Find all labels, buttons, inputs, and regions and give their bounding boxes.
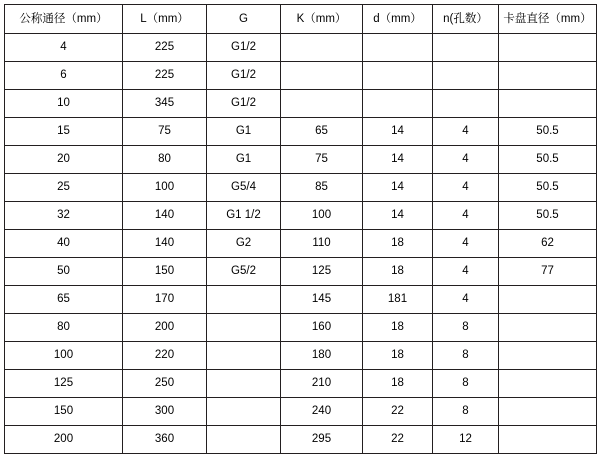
cell-k bbox=[281, 34, 363, 62]
cell-nominal-diameter: 10 bbox=[5, 90, 123, 118]
cell-nominal-diameter: 40 bbox=[5, 230, 123, 258]
cell-nominal-diameter: 200 bbox=[5, 426, 123, 454]
cell-length: 360 bbox=[123, 426, 207, 454]
cell-d: 18 bbox=[363, 230, 433, 258]
table-row bbox=[5, 118, 597, 146]
cell-hole-count: 4 bbox=[433, 174, 499, 202]
cell-chuck-diameter: 50.5 bbox=[499, 118, 597, 146]
cell-g bbox=[207, 314, 281, 342]
column-header-d: d（mm） bbox=[363, 5, 433, 34]
cell-hole-count: 4 bbox=[433, 258, 499, 286]
cell-g bbox=[207, 426, 281, 454]
column-header-k: K（mm） bbox=[281, 5, 363, 34]
cell-k: 110 bbox=[281, 230, 363, 258]
table-row bbox=[5, 314, 597, 342]
cell-nominal-diameter: 100 bbox=[5, 342, 123, 370]
cell-length: 250 bbox=[123, 370, 207, 398]
cell-chuck-diameter bbox=[499, 426, 597, 454]
table-row bbox=[5, 286, 597, 314]
cell-d: 18 bbox=[363, 370, 433, 398]
cell-hole-count bbox=[433, 90, 499, 118]
cell-nominal-diameter: 15 bbox=[5, 118, 123, 146]
cell-g: G2 bbox=[207, 230, 281, 258]
cell-d bbox=[363, 34, 433, 62]
cell-hole-count: 8 bbox=[433, 342, 499, 370]
column-header-nominal-diameter: 公称通径（mm） bbox=[5, 5, 123, 34]
cell-g: G5/4 bbox=[207, 174, 281, 202]
cell-k: 210 bbox=[281, 370, 363, 398]
cell-d: 22 bbox=[363, 398, 433, 426]
cell-length: 200 bbox=[123, 314, 207, 342]
specification-table bbox=[4, 4, 597, 454]
table-row bbox=[5, 174, 597, 202]
cell-g: G1/2 bbox=[207, 34, 281, 62]
cell-k: 85 bbox=[281, 174, 363, 202]
cell-k: 160 bbox=[281, 314, 363, 342]
cell-d: 18 bbox=[363, 314, 433, 342]
cell-d bbox=[363, 90, 433, 118]
cell-chuck-diameter bbox=[499, 342, 597, 370]
cell-k: 240 bbox=[281, 398, 363, 426]
cell-k: 65 bbox=[281, 118, 363, 146]
cell-hole-count: 4 bbox=[433, 230, 499, 258]
cell-g bbox=[207, 286, 281, 314]
cell-chuck-diameter: 77 bbox=[499, 258, 597, 286]
cell-hole-count: 4 bbox=[433, 202, 499, 230]
cell-nominal-diameter: 80 bbox=[5, 314, 123, 342]
cell-k: 145 bbox=[281, 286, 363, 314]
cell-k: 125 bbox=[281, 258, 363, 286]
table-row bbox=[5, 398, 597, 426]
cell-hole-count: 8 bbox=[433, 314, 499, 342]
cell-length: 225 bbox=[123, 34, 207, 62]
cell-length: 225 bbox=[123, 62, 207, 90]
cell-length: 300 bbox=[123, 398, 207, 426]
cell-chuck-diameter bbox=[499, 370, 597, 398]
cell-hole-count: 4 bbox=[433, 286, 499, 314]
cell-length: 220 bbox=[123, 342, 207, 370]
cell-g bbox=[207, 342, 281, 370]
cell-d: 14 bbox=[363, 146, 433, 174]
cell-k: 75 bbox=[281, 146, 363, 174]
cell-d: 181 bbox=[363, 286, 433, 314]
cell-k bbox=[281, 62, 363, 90]
cell-g: G1 bbox=[207, 146, 281, 174]
cell-length: 75 bbox=[123, 118, 207, 146]
cell-length: 80 bbox=[123, 146, 207, 174]
table-row bbox=[5, 426, 597, 454]
cell-nominal-diameter: 32 bbox=[5, 202, 123, 230]
cell-g: G1 bbox=[207, 118, 281, 146]
cell-g bbox=[207, 370, 281, 398]
cell-chuck-diameter: 50.5 bbox=[499, 202, 597, 230]
table-row bbox=[5, 90, 597, 118]
cell-k: 100 bbox=[281, 202, 363, 230]
cell-hole-count bbox=[433, 34, 499, 62]
cell-length: 140 bbox=[123, 202, 207, 230]
cell-chuck-diameter: 50.5 bbox=[499, 174, 597, 202]
column-header-g: G bbox=[207, 5, 281, 34]
cell-k: 295 bbox=[281, 426, 363, 454]
cell-hole-count bbox=[433, 62, 499, 90]
cell-d: 22 bbox=[363, 426, 433, 454]
cell-length: 170 bbox=[123, 286, 207, 314]
cell-chuck-diameter bbox=[499, 34, 597, 62]
cell-hole-count: 12 bbox=[433, 426, 499, 454]
cell-g bbox=[207, 398, 281, 426]
cell-g: G1 1/2 bbox=[207, 202, 281, 230]
cell-nominal-diameter: 125 bbox=[5, 370, 123, 398]
table-row bbox=[5, 62, 597, 90]
cell-chuck-diameter bbox=[499, 314, 597, 342]
cell-chuck-diameter: 62 bbox=[499, 230, 597, 258]
cell-hole-count: 4 bbox=[433, 146, 499, 174]
cell-d: 14 bbox=[363, 118, 433, 146]
cell-nominal-diameter: 6 bbox=[5, 62, 123, 90]
cell-length: 140 bbox=[123, 230, 207, 258]
cell-length: 150 bbox=[123, 258, 207, 286]
cell-d: 14 bbox=[363, 202, 433, 230]
cell-chuck-diameter bbox=[499, 90, 597, 118]
column-header-chuck-diameter: 卡盘直径（mm） bbox=[499, 5, 597, 34]
table-row bbox=[5, 146, 597, 174]
table-header-row bbox=[5, 5, 597, 34]
table-row bbox=[5, 342, 597, 370]
cell-nominal-diameter: 4 bbox=[5, 34, 123, 62]
column-header-hole-count: n(孔数） bbox=[433, 5, 499, 34]
table-row bbox=[5, 258, 597, 286]
cell-length: 100 bbox=[123, 174, 207, 202]
cell-length: 345 bbox=[123, 90, 207, 118]
cell-k: 180 bbox=[281, 342, 363, 370]
table-body bbox=[5, 34, 597, 454]
cell-g: G5/2 bbox=[207, 258, 281, 286]
cell-nominal-diameter: 20 bbox=[5, 146, 123, 174]
table-row bbox=[5, 202, 597, 230]
cell-nominal-diameter: 25 bbox=[5, 174, 123, 202]
cell-chuck-diameter bbox=[499, 62, 597, 90]
cell-g: G1/2 bbox=[207, 90, 281, 118]
cell-nominal-diameter: 50 bbox=[5, 258, 123, 286]
cell-d bbox=[363, 62, 433, 90]
cell-k bbox=[281, 90, 363, 118]
cell-chuck-diameter bbox=[499, 398, 597, 426]
table-header bbox=[5, 5, 597, 34]
column-header-length: L（mm） bbox=[123, 5, 207, 34]
cell-d: 18 bbox=[363, 342, 433, 370]
cell-nominal-diameter: 150 bbox=[5, 398, 123, 426]
cell-hole-count: 8 bbox=[433, 370, 499, 398]
cell-chuck-diameter: 50.5 bbox=[499, 146, 597, 174]
table-row bbox=[5, 34, 597, 62]
cell-chuck-diameter bbox=[499, 286, 597, 314]
table-row bbox=[5, 370, 597, 398]
cell-g: G1/2 bbox=[207, 62, 281, 90]
cell-d: 18 bbox=[363, 258, 433, 286]
table-row bbox=[5, 230, 597, 258]
cell-hole-count: 8 bbox=[433, 398, 499, 426]
cell-nominal-diameter: 65 bbox=[5, 286, 123, 314]
cell-hole-count: 4 bbox=[433, 118, 499, 146]
cell-d: 14 bbox=[363, 174, 433, 202]
